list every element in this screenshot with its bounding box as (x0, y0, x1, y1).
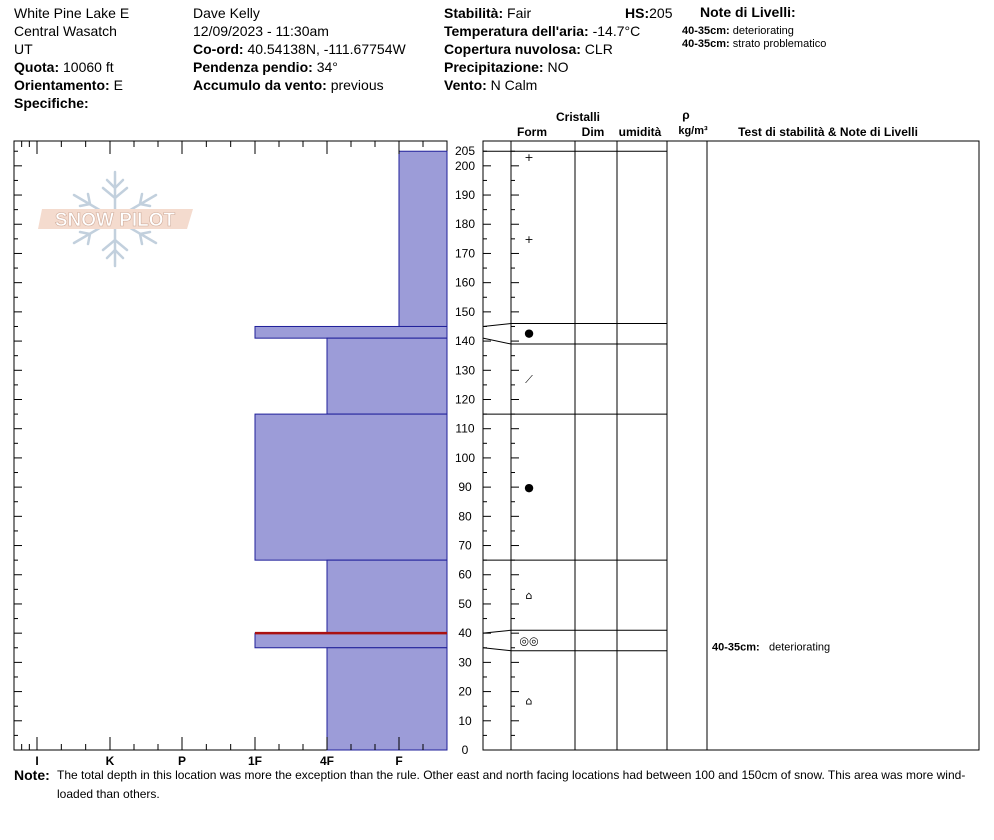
hardness-label: K (105, 754, 115, 765)
aspect-row: Orientamento: E (14, 77, 123, 93)
crystal-form-mark: ⌂ (525, 694, 533, 708)
depth-label: 150 (454, 304, 476, 319)
depth-label: 20 (458, 684, 472, 699)
depth-label: 30 (458, 655, 472, 670)
wind-load-row: Accumulo da vento: previous (193, 77, 384, 93)
precip-value: NO (547, 59, 569, 75)
layer-note-2: 40-35cm: strato problematico (682, 38, 827, 50)
elevation-value: 10060 ft (63, 59, 114, 75)
layer-bars (255, 151, 447, 750)
crystal-form-mark: + (524, 232, 534, 246)
hardness-label: 1F (247, 754, 263, 765)
hs-value: 205 (649, 5, 673, 21)
footnote-text: The total depth in this location was more the exception than the rule. Other east and north facing locations had between 100 and 150cm of snow. This area was more wind-loaded than others. (57, 768, 966, 801)
hardness-label: I (35, 754, 39, 765)
crystals-header: Cristalli (555, 110, 601, 124)
wind-row: Vento: N Calm (444, 77, 538, 93)
table-column-lines (511, 141, 707, 750)
tests-header: Test di stabilità & Note di Livelli (738, 125, 918, 139)
crystal-form-mark: ⟋ (525, 373, 533, 387)
location-name: White Pine Lake E (14, 5, 130, 21)
depth-label: 50 (458, 596, 472, 611)
sky-value: CLR (584, 41, 613, 57)
stability-row: Stabilità: Fair (444, 5, 532, 21)
precip-row: Precipitazione: NO (444, 59, 569, 75)
wind-load-value: previous (330, 77, 384, 93)
footnote-label: Note: (14, 767, 50, 783)
density-symbol: ρ (682, 108, 690, 122)
depth-label: 40 (458, 626, 472, 641)
depth-label: 10 (458, 713, 472, 728)
coord-row: Co-ord: 40.54138N, -111.67754W (193, 41, 406, 57)
wind-value: N Calm (490, 77, 538, 93)
depth-label: 170 (454, 246, 476, 261)
slope-row: Pendenza pendio: 34° (193, 59, 338, 75)
layer-bar-6 (327, 648, 447, 750)
coord-value: 40.54138N, -111.67754W (247, 41, 406, 57)
test-notes (712, 641, 830, 653)
state: UT (14, 41, 33, 57)
depth-label: 180 (454, 217, 476, 232)
observer-name: Dave Kelly (193, 5, 260, 21)
logo-text: SNOW PILOT (54, 210, 176, 231)
observation-datetime: 12/09/2023 - 11:30am (193, 23, 329, 39)
depth-label: 100 (454, 450, 476, 465)
elevation-row: Quota: 10060 ft (14, 59, 114, 75)
crystal-form-mark: ● (524, 326, 534, 340)
footnote (14, 766, 974, 801)
stability-value: Fair (507, 5, 532, 21)
moisture-header: umidità (618, 125, 662, 139)
depth-label: 160 (454, 275, 476, 290)
hardness-label: P (177, 754, 187, 765)
crystal-forms (519, 151, 538, 707)
size-header: Dim (581, 125, 605, 139)
layer-bar-5 (255, 633, 447, 648)
snowpilot-logo (38, 172, 193, 266)
depth-label: 200 (454, 158, 476, 173)
crystal-form-mark: ● (524, 481, 534, 495)
depth-label: 120 (454, 392, 476, 407)
sky-row: Copertura nuvolosa: CLR (444, 41, 613, 57)
crystal-form-mark: ◎◎ (519, 634, 539, 648)
layer-bar-3 (255, 414, 447, 560)
depth-label: 60 (458, 567, 472, 582)
depth-label: 0 (461, 743, 469, 757)
depth-label: 205 (454, 144, 476, 159)
aspect-value: E (113, 77, 123, 93)
air-temp-row: Temperatura dell'aria: -14.7°C (444, 23, 641, 39)
crystal-form-mark: ⌂ (525, 589, 533, 603)
depth-label: 140 (454, 334, 476, 349)
depth-label: 190 (454, 188, 476, 203)
depth-label: 90 (458, 480, 472, 495)
depth-label: 70 (458, 538, 472, 553)
layer-notes-title: Note di Livelli: (700, 4, 796, 20)
depth-label: 80 (458, 509, 472, 524)
layer-note-1: 40-35cm: deteriorating (682, 25, 794, 37)
crystal-form-mark: + (524, 151, 534, 165)
layer-bar-2 (327, 338, 447, 414)
hs-row: HS:205 (625, 5, 673, 21)
mountain-range: Central Wasatch (14, 23, 117, 39)
depth-label: 130 (454, 363, 476, 378)
density-unit: kg/m³ (678, 125, 708, 137)
hardness-label: 4F (319, 754, 335, 765)
layer-bar-0 (399, 151, 447, 326)
layer-bar-1 (255, 326, 447, 338)
air-temp-value: -14.7°C (592, 23, 641, 39)
form-header: Form (517, 125, 547, 139)
specifics-row: Specifiche: (14, 95, 89, 111)
layer-bar-4 (327, 560, 447, 633)
crystal-table-frame (483, 141, 979, 750)
slope-value: 34° (316, 59, 338, 75)
hardness-label: F (395, 754, 403, 765)
test-note-range: 40-35cm: (712, 641, 760, 654)
test-note-text: deteriorating (769, 641, 831, 654)
depth-label: 110 (455, 421, 475, 436)
